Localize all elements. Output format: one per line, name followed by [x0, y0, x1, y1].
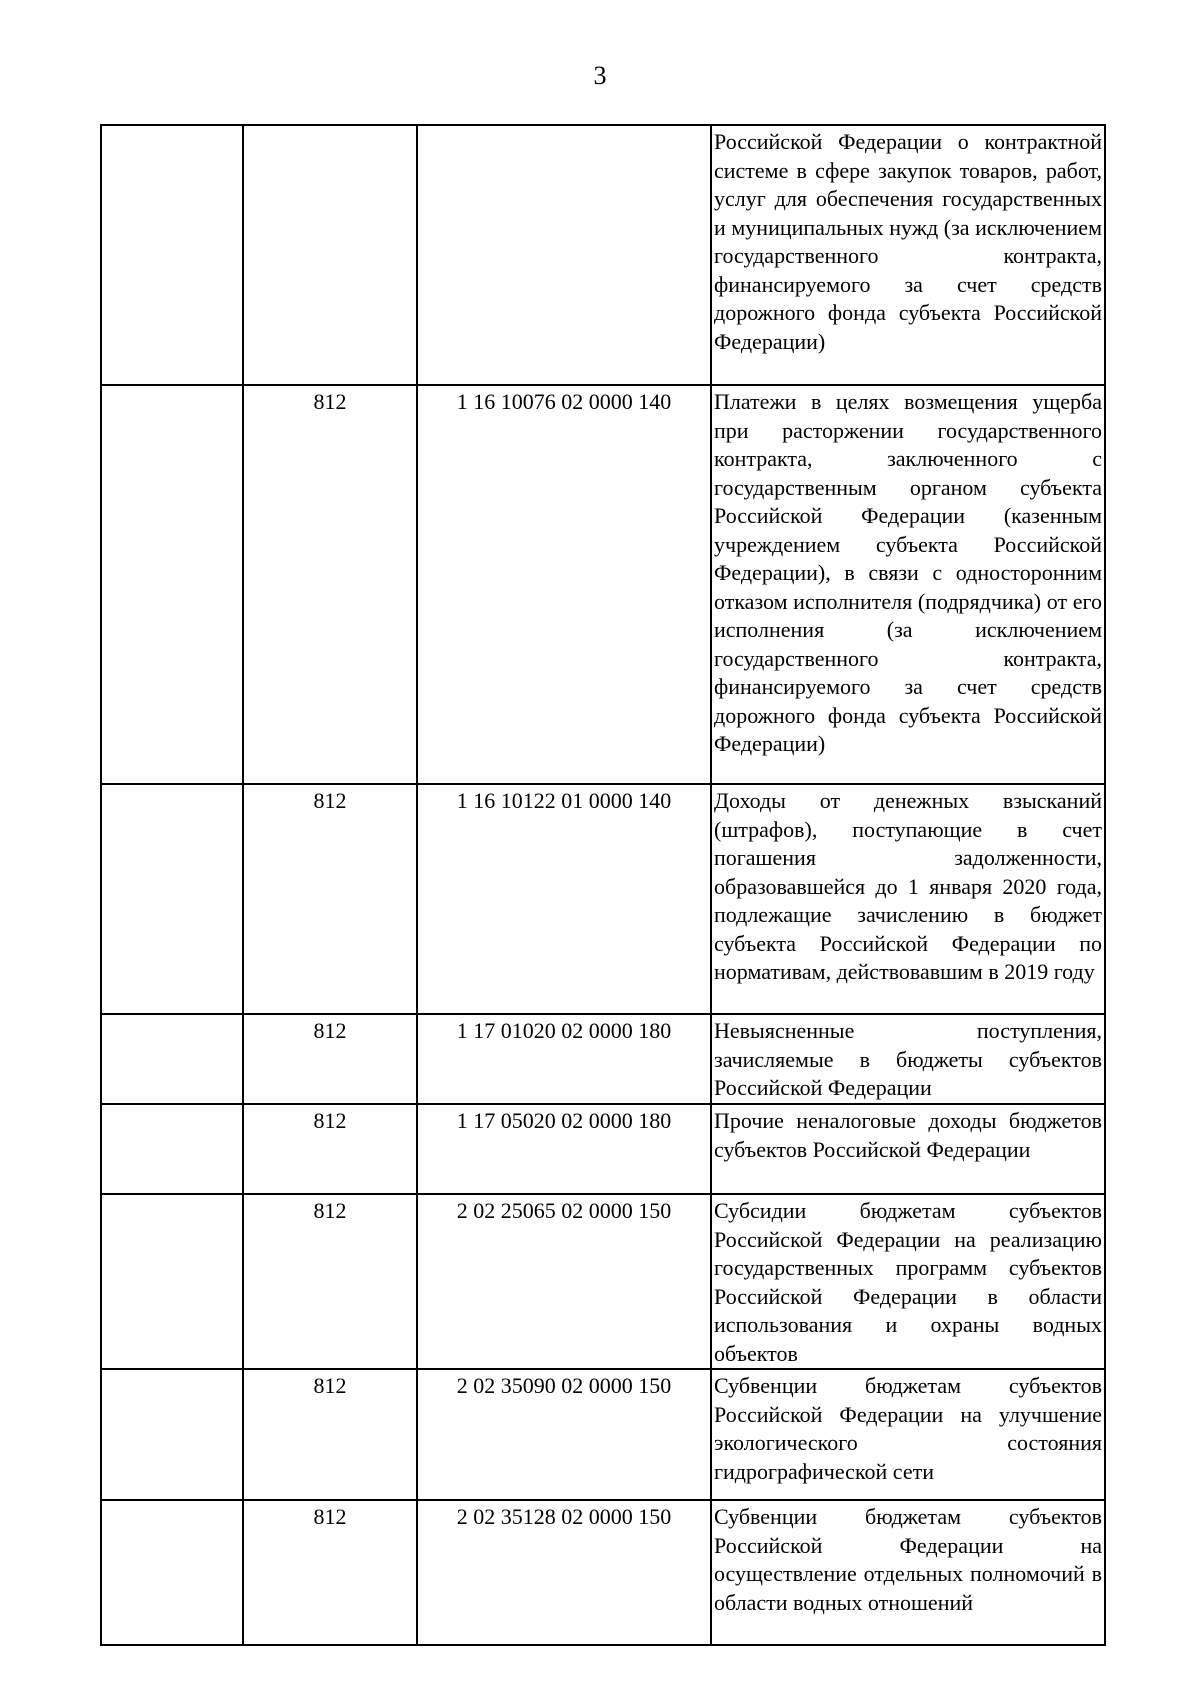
revenue-name-cell: Субвенции бюджетам субъектов Российской Федерации на осуществление отдельных полномочий в области водных отношений	[711, 1500, 1105, 1645]
budget-code-cell: 1 17 05020 02 0000 180	[417, 1104, 711, 1194]
revenue-name-cell: Доходы от денежных взысканий (штрафов), поступающие в счет погашения задолженности, образовавшейся до 1 января 2020 года, подлежащие зачислению в бюджет субъекта Российской Федерации по нормативам, действовавшим в 2019 году	[711, 784, 1105, 1014]
table-row	[101, 1500, 1105, 1645]
revenue-codes-table	[100, 124, 1106, 1646]
budget-code-cell: 1 16 10076 02 0000 140	[417, 385, 711, 784]
table-row	[101, 125, 1105, 385]
blank-cell	[101, 1194, 243, 1369]
admin-code-cell: 812	[243, 1369, 417, 1500]
blank-cell	[101, 1369, 243, 1500]
table-row	[101, 1014, 1105, 1104]
admin-code-cell: 812	[243, 1500, 417, 1645]
admin-code-cell: 812	[243, 385, 417, 784]
blank-cell	[101, 1014, 243, 1104]
revenue-name-cell: Прочие неналоговые доходы бюджетов субъектов Российской Федерации	[711, 1104, 1105, 1194]
table-row	[101, 784, 1105, 1014]
blank-cell	[101, 784, 243, 1014]
budget-code-cell: 2 02 35090 02 0000 150	[417, 1369, 711, 1500]
blank-cell	[101, 1104, 243, 1194]
budget-code-cell: 1 17 01020 02 0000 180	[417, 1014, 711, 1104]
blank-cell	[101, 1500, 243, 1645]
budget-code-cell: 2 02 25065 02 0000 150	[417, 1194, 711, 1369]
blank-cell	[101, 125, 243, 385]
admin-code-cell: 812	[243, 784, 417, 1014]
budget-code-cell	[417, 125, 711, 385]
revenue-name-cell: Российской Федерации о контрактной системе в сфере закупок товаров, работ, услуг для обеспечения государственных и муниципальных нужд (за исключением государственного контракта, финансируемого за счет средств дорожного фонда субъекта Российской Федерации)	[711, 125, 1105, 385]
revenue-name-cell: Субсидии бюджетам субъектов Российской Федерации на реализацию государственных программ субъектов Российской Федерации в области использования и охраны водных объектов	[711, 1194, 1105, 1369]
table-row	[101, 385, 1105, 784]
revenue-name-cell: Невыясненные поступления, зачисляемые в бюджеты субъектов Российской Федерации	[711, 1014, 1105, 1104]
budget-code-cell: 1 16 10122 01 0000 140	[417, 784, 711, 1014]
revenue-name-cell: Субвенции бюджетам субъектов Российской Федерации на улучшение экологического состояния гидрографической сети	[711, 1369, 1105, 1500]
budget-code-cell: 2 02 35128 02 0000 150	[417, 1500, 711, 1645]
table-row	[101, 1104, 1105, 1194]
page-number: 3	[593, 61, 607, 90]
table-row	[101, 1369, 1105, 1500]
admin-code-cell: 812	[243, 1194, 417, 1369]
admin-code-cell: 812	[243, 1014, 417, 1104]
blank-cell	[101, 385, 243, 784]
admin-code-cell	[243, 125, 417, 385]
admin-code-cell: 812	[243, 1104, 417, 1194]
revenue-name-cell: Платежи в целях возмещения ущерба при расторжении государственного контракта, заключенного с государственным органом субъекта Российской Федерации (казенным учреждением субъекта Российской Федерации), в связи с односторонним отказом исполнителя (подрядчика) от его исполнения (за исключением государственного контракта, финансируемого за счет средств дорожного фонда субъекта Российской Федерации)	[711, 385, 1105, 784]
table-row	[101, 1194, 1105, 1369]
